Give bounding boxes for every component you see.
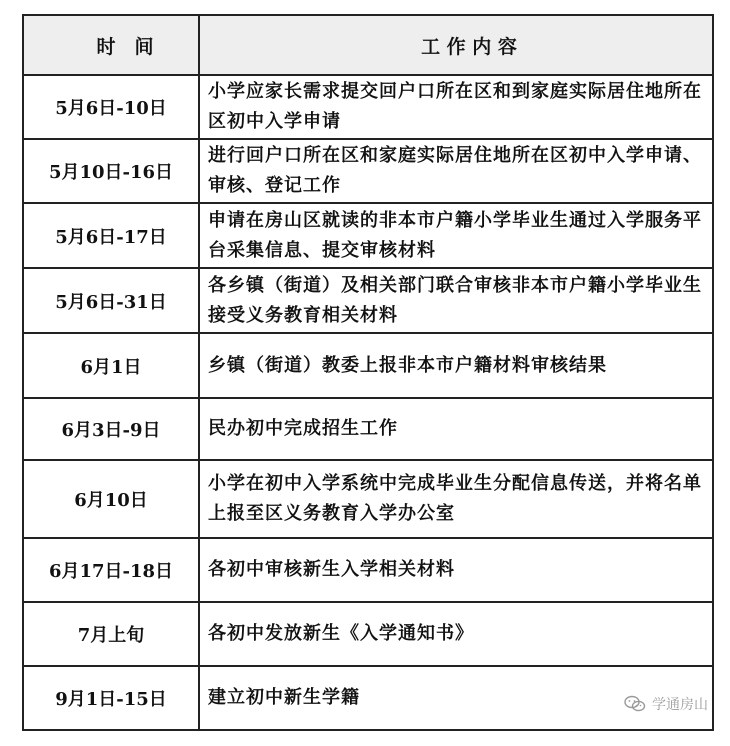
content-cell: 各初中审核新生入学相关材料 xyxy=(199,538,713,602)
content-cell: 建立初中新生学籍 xyxy=(199,666,713,730)
content-cell: 乡镇（街道）教委上报非本市户籍材料审核结果 xyxy=(199,333,713,398)
table-row xyxy=(23,602,713,666)
header-content: 工 作 内 容 xyxy=(199,15,713,75)
time-cell: 6月17日-18日 xyxy=(23,538,199,602)
table-row xyxy=(23,203,713,268)
table-row xyxy=(23,139,713,203)
content-cell: 小学应家长需求提交回户口所在区和到家庭实际居住地所在区初中入学申请 xyxy=(199,75,713,139)
content-cell: 民办初中完成招生工作 xyxy=(199,398,713,460)
wechat-icon xyxy=(624,695,646,713)
content-cell: 各乡镇（街道）及相关部门联合审核非本市户籍小学毕业生接受义务教育相关材料 xyxy=(199,268,713,333)
table-row xyxy=(23,460,713,538)
watermark xyxy=(624,694,708,714)
header-time: 时 间 xyxy=(23,15,199,75)
table-row xyxy=(23,268,713,333)
table-row xyxy=(23,538,713,602)
watermark-text: 学通房山 xyxy=(652,697,708,713)
time-cell: 5月6日-31日 xyxy=(23,268,199,333)
time-cell: 6月10日 xyxy=(23,460,199,538)
time-cell: 5月10日-16日 xyxy=(23,139,199,203)
enrollment-schedule-table xyxy=(22,14,714,731)
time-cell: 5月6日-17日 xyxy=(23,203,199,268)
content-cell: 小学在初中入学系统中完成毕业生分配信息传送，并将名单上报至区义务教育入学办公室 xyxy=(199,460,713,538)
table-row xyxy=(23,75,713,139)
table-row xyxy=(23,666,713,730)
time-cell: 6月3日-9日 xyxy=(23,398,199,460)
table-row xyxy=(23,398,713,460)
time-cell: 9月1日-15日 xyxy=(23,666,199,730)
table-row xyxy=(23,333,713,398)
content-cell: 进行回户口所在区和家庭实际居住地所在区初中入学申请、审核、登记工作 xyxy=(199,139,713,203)
content-cell: 各初中发放新生《入学通知书》 xyxy=(199,602,713,666)
table-header-row xyxy=(23,15,713,75)
time-cell: 7月上旬 xyxy=(23,602,199,666)
time-cell: 5月6日-10日 xyxy=(23,75,199,139)
content-cell: 申请在房山区就读的非本市户籍小学毕业生通过入学服务平台采集信息、提交审核材料 xyxy=(199,203,713,268)
time-cell: 6月1日 xyxy=(23,333,199,398)
